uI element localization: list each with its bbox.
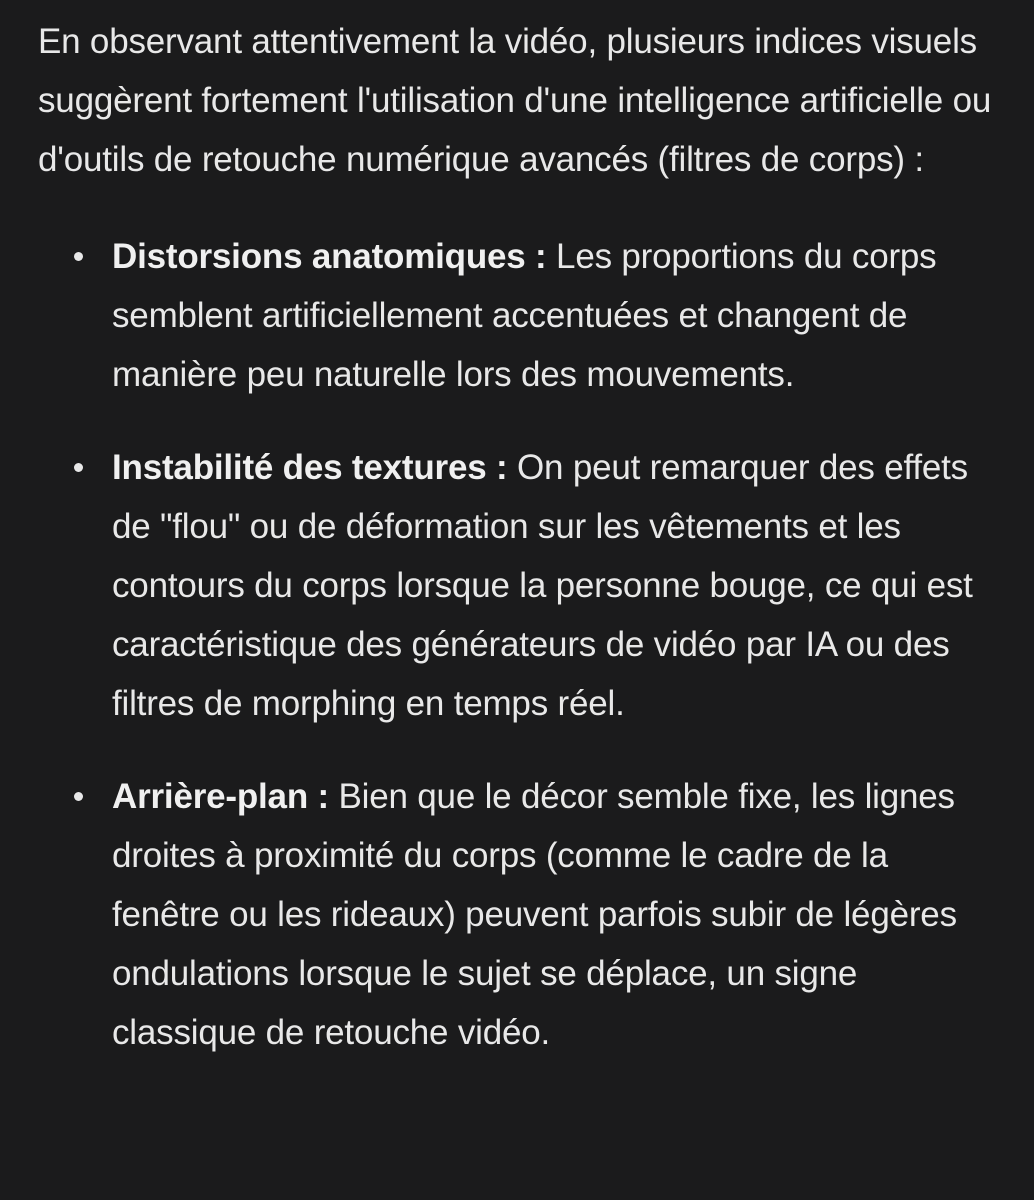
list-item-term: Distorsions anatomiques : — [112, 237, 547, 276]
list-item — [38, 767, 1004, 1062]
list-item-term: Instabilité des textures : — [112, 448, 508, 487]
intro-paragraph: En observant attentivement la vidéo, plusieurs indices visuels suggèrent fortement l'utilisation d'une intelligence artificielle ou d'outils de retouche numérique avancés (filtres de corps) : — [38, 22, 992, 179]
list-item — [38, 438, 1004, 733]
list-item-text: Bien que le décor semble fixe, les lignes droites à proximité du corps (comme le cadre de la fenêtre ou les rideaux) peuvent parfois subir de légères ondulations lorsque le sujet se déplace, un signe classique de retouche vidéo. — [112, 777, 957, 1052]
list-item — [38, 227, 1004, 404]
list-item-term: Arrière-plan : — [112, 777, 329, 816]
bullet-dot-icon — [74, 463, 83, 472]
list-item-text: Les proportions du corps semblent artificiellement accentuées et changent de manière peu naturelle lors des mouvements. — [112, 237, 937, 394]
bullet-dot-icon — [74, 792, 83, 801]
bullet-dot-icon — [74, 252, 83, 261]
findings-list — [38, 227, 1004, 1062]
list-item-text: On peut remarquer des effets de "flou" ou de déformation sur les vêtements et les contours du corps lorsque la personne bouge, ce qui est caractéristique des générateurs de vidéo par IA ou des filtres de morphing en temps réel. — [112, 448, 973, 723]
